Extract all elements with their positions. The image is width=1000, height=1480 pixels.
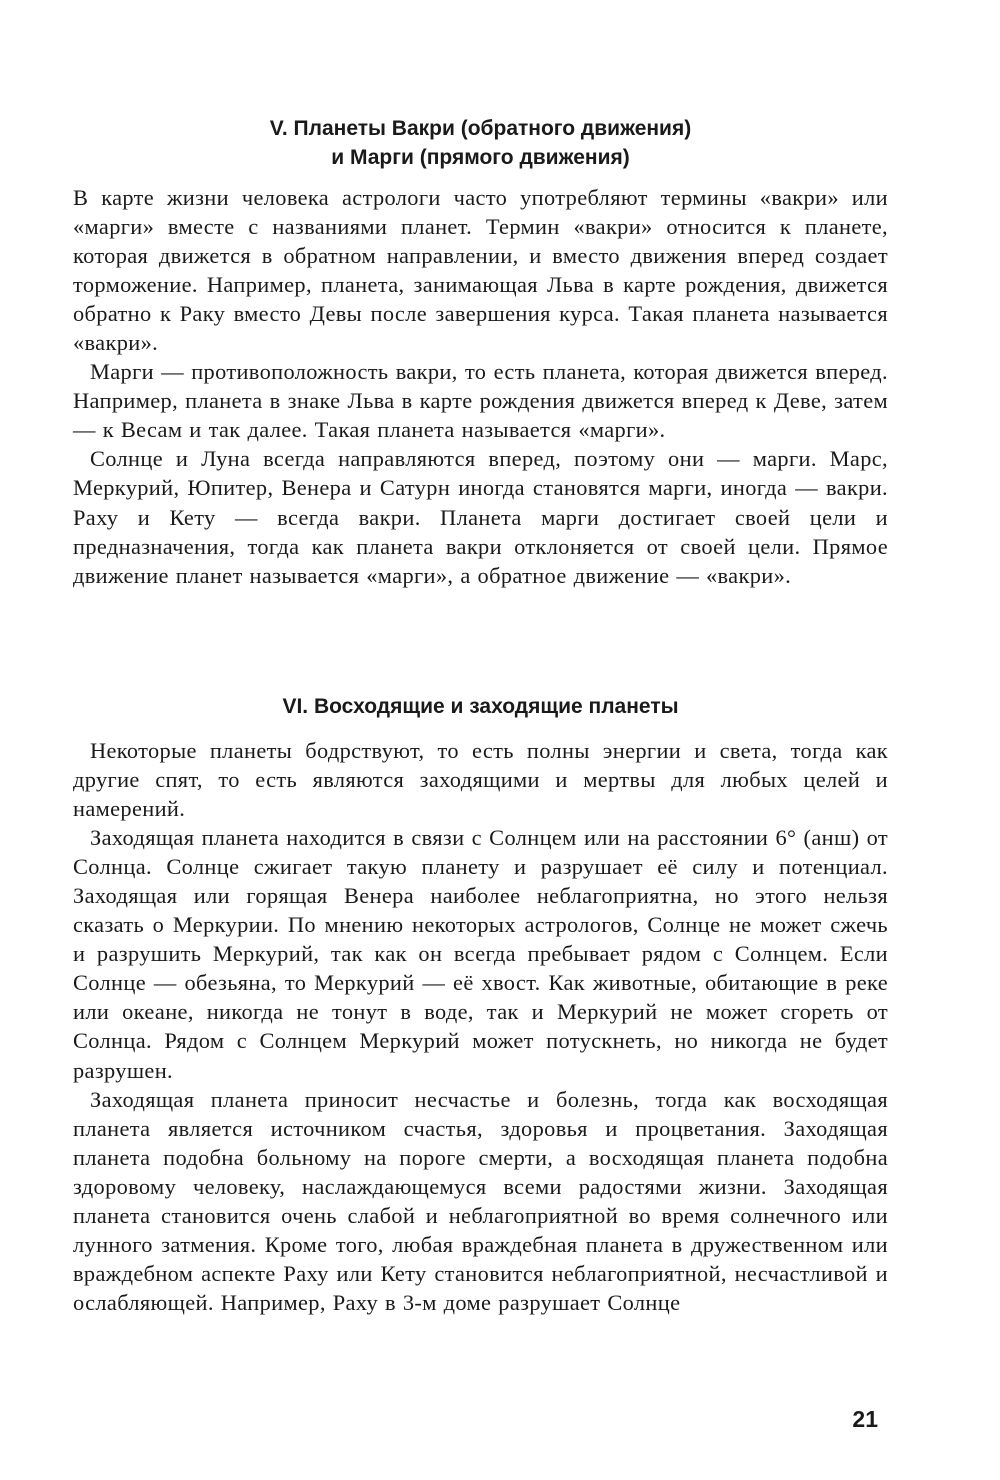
paragraph: Некоторые планеты бодрствуют, то есть полны энергии и света, тогда как другие спят, то есть являются заходящими и мертвы для любых целей и намерений. [73, 738, 888, 822]
paragraph: Марги — противоположность вакри, то есть планета, которая движется вперед. Например, планета в знаке Льва в карте рождения движется вперед к Деве, затем — к Весам и так далее. Такая планета называется «марги». [73, 359, 888, 443]
paragraph: Заходящая планета находится в связи с Солнцем или на расстоянии 6° (анш) от Солнца. Солнце сжигает такую планету и разрушает её силу и потенциал. Заходящая или горящая Венера наиболее неблагоприятна, но этого нельзя сказать о Меркурии. По мнению некоторых астрологов, Солнце не может сжечь и разрушить Меркурий, так как он всегда пребывает рядом с Солнцем. Если Солнце — обезьяна, то Меркурий — её хвост. Как животные, обитающие в реке или океане, никогда не тонут в воде, так и Меркурий не может сгореть от Солнца. Рядом с Солнцем Меркурий может потускнеть, но никогда не будет разрушен. [73, 825, 888, 1083]
paragraph: Заходящая планета приносит несчастье и болезнь, тогда как восходящая планета является источником счастья, здоровья и процветания. Заходящая планета подобна больному на пороге смерти, а восходящая планета подобна здоровому человеку, наслаждающемуся всеми радостями жизни. Заходящая планета становится очень слабой и неблагоприятной во время солнечного или лунного затмения. Кроме того, любая враждебная планета в дружественном или враждебном аспекте Раху или Кету становится неблагоприятной, несчастливой и ослабляющей. Например, Раху в 3-м доме разрушает Солнце [73, 1086, 888, 1315]
paragraph: Солнце и Луна всегда направляются вперед, поэтому они — марги. Марс, Меркурий, Юпитер, Венера и Сатурн иногда становятся марги, иногда — вакри. Раху и Кету — всегда вакри. Планета марги достигает своей цели и предназначения, тогда как планета вакри отклоняется от своей цели. Прямое движение планет называется «марги», а обратное движение — «вакри». [73, 446, 888, 588]
section-6-heading: VI. Восходящие и заходящие планеты [282, 695, 679, 718]
section-5-heading [73, 114, 888, 172]
section-6-body [73, 736, 888, 1317]
page-number: 21 [852, 1406, 878, 1432]
section-5-title-line-2: и Марги (прямого движения) [331, 146, 630, 169]
paragraph: В карте жизни человека астрологи часто употребляют термины «вакри» или «марги» вместе с названиями планет. Термин «вакри» относится к планете, которая движется в обратном направлении, и вместо движения вперед создает торможение. Например, планета, занимающая Льва в карте рождения, движется обратно к Раку вместо Девы после завершения курса. Такая планета называется «вакри». [73, 185, 888, 356]
section-5-body [73, 183, 888, 590]
section-5-title-line-1: V. Планеты Вакри (обратного движения) [269, 117, 692, 140]
